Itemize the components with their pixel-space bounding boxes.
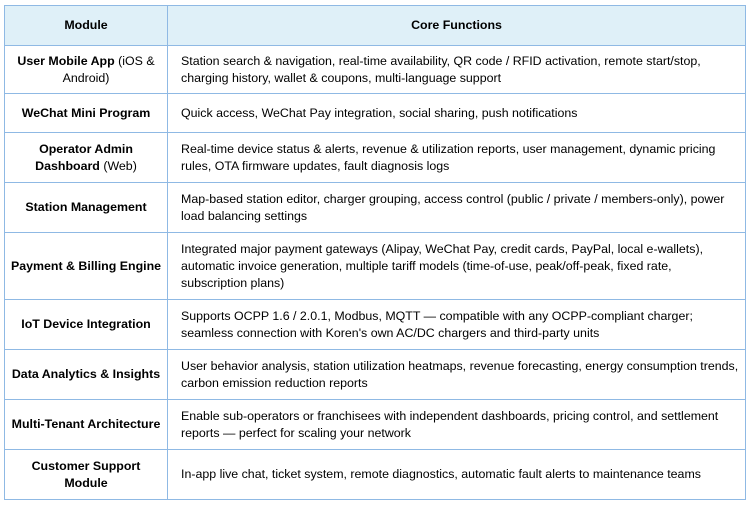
module-cell xyxy=(5,450,168,500)
module-platform: (iOS & Android) xyxy=(62,53,155,85)
table-row xyxy=(5,450,746,500)
module-cell xyxy=(5,400,168,450)
modules-table xyxy=(4,5,746,500)
table-row xyxy=(5,133,746,183)
module-platform: (Web) xyxy=(99,158,137,173)
module-name: IoT Device Integration xyxy=(21,317,151,331)
module-cell xyxy=(5,183,168,233)
module-name: Station Management xyxy=(25,200,147,214)
header-row xyxy=(5,6,746,46)
functions-cell: User behavior analysis, station utilization heatmaps, revenue forecasting, energy consumption trends, carbon emission reduction reports xyxy=(168,350,746,400)
functions-cell: Quick access, WeChat Pay integration, social sharing, push notifications xyxy=(168,94,746,133)
module-name: WeChat Mini Program xyxy=(21,105,151,120)
table-row xyxy=(5,46,746,94)
table-row xyxy=(5,233,746,300)
functions-cell: Integrated major payment gateways (Alipay, WeChat Pay, credit cards, PayPal, local e-wallets), automatic invoice generation, multiple tariff models (time-of-use, peak/off-peak, fixed rate, subscription plans) xyxy=(168,233,746,300)
module-name: Payment & Billing Engine xyxy=(10,258,162,273)
functions-cell: Supports OCPP 1.6 / 2.0.1, Modbus, MQTT — compatible with any OCPP-compliant charger; seamless connection with Koren's own AC/DC chargers and third-party units xyxy=(168,300,746,350)
module-cell xyxy=(5,133,168,183)
functions-cell: Enable sub-operators or franchisees with independent dashboards, pricing control, and settlement reports — perfect for scaling your network xyxy=(168,400,746,450)
module-name: Customer Support Module xyxy=(31,458,141,490)
module-name: Operator Admin Dashboard xyxy=(35,141,133,173)
table-row xyxy=(5,300,746,350)
header-module: Module xyxy=(5,6,168,46)
functions-cell: In-app live chat, ticket system, remote diagnostics, automatic fault alerts to maintenance teams xyxy=(168,450,746,500)
module-cell xyxy=(5,233,168,300)
module-cell xyxy=(5,350,168,400)
functions-cell: Real-time device status & alerts, revenue & utilization reports, user management, dynamic pricing rules, OTA firmware updates, fault diagnosis logs xyxy=(168,133,746,183)
module-name: Data Analytics & Insights xyxy=(11,367,161,381)
table-row xyxy=(5,350,746,400)
module-cell xyxy=(5,94,168,133)
table-row xyxy=(5,183,746,233)
module-cell xyxy=(5,300,168,350)
functions-cell: Map-based station editor, charger grouping, access control (public / private / members-only), power load balancing settings xyxy=(168,183,746,233)
header-core-functions: Core Functions xyxy=(168,6,746,46)
table-row xyxy=(5,400,746,450)
module-cell xyxy=(5,46,168,94)
module-name: Multi-Tenant Architecture xyxy=(11,417,161,431)
functions-cell: Station search & navigation, real-time availability, QR code / RFID activation, remote start/stop, charging history, wallet & coupons, multi-language support xyxy=(168,46,746,94)
module-name: User Mobile App xyxy=(17,53,115,68)
table-row xyxy=(5,94,746,133)
